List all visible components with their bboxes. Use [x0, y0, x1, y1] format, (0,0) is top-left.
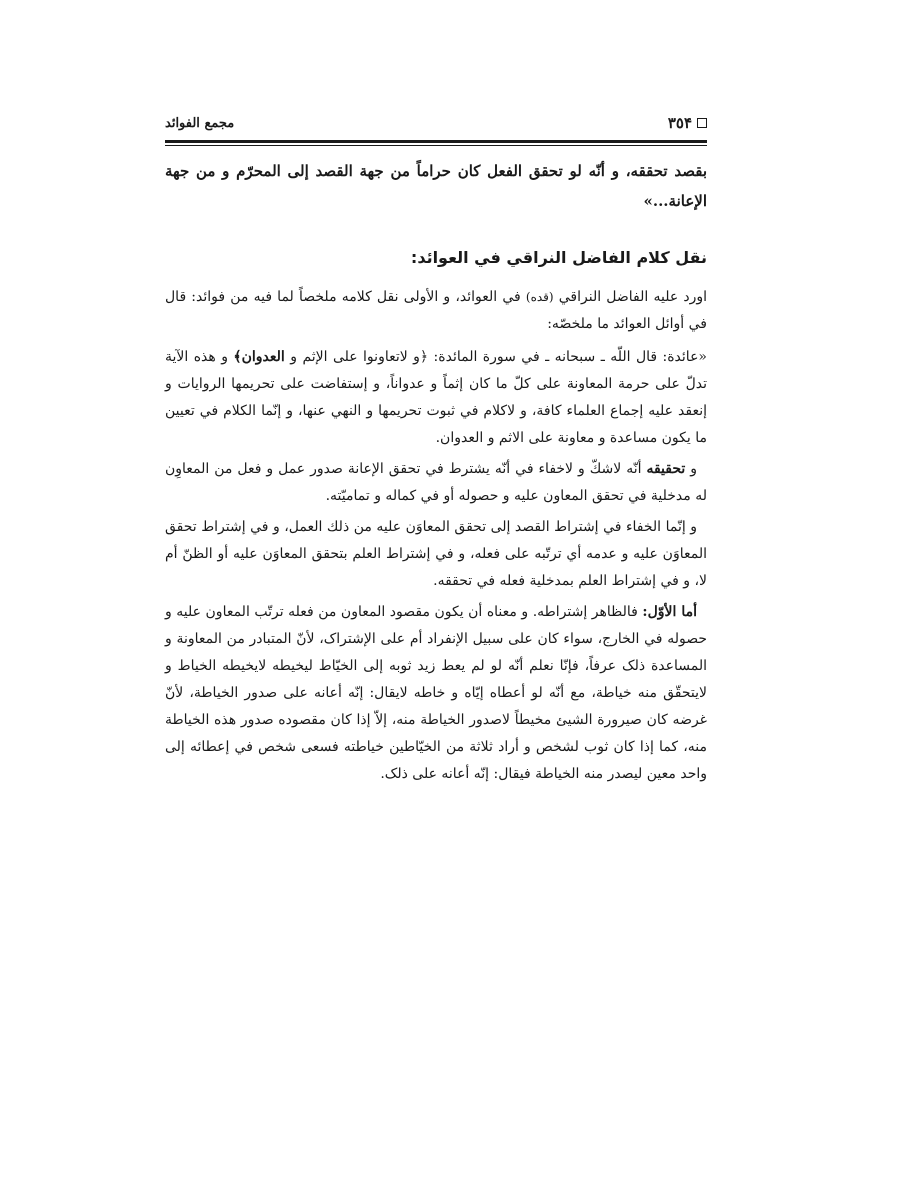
- book-title: مجمع الفوائد: [165, 116, 235, 131]
- header-rule-thin: [165, 145, 707, 146]
- header-rule-thick: [165, 140, 707, 143]
- khafa-paragraph: و إنّما الخفاء في إشتراط القصد إلى تحقق المعاوَن عليه من ذلك العمل، و في إشتراط تحقق المعاوَن عليه و عدمه أي ترتّبه على فعله، و في إشتراط العلم بتحقق المعاوَن عليه أو الظنّ أم لا، و في إشتراط العلم بمدخلية فعله في تحققه.: [165, 519, 707, 589]
- tahqiq-paragraph: [165, 456, 707, 510]
- awwal-paragraph: [165, 599, 707, 788]
- tahqiq-lead: و: [690, 461, 698, 477]
- intro-text-before: اورد عليه الفاضل النراقي: [558, 289, 708, 305]
- page-number: ٣٥۴: [667, 114, 692, 132]
- quran-paragraph: [165, 344, 707, 452]
- quran-bold-word: العدوان﴾: [233, 349, 285, 365]
- intro-text-after: في العوائد، و الأولى نقل كلامه ملخصاً لما فيه من فوائد: قال في أوائل العوائد ما ملخصّه:: [165, 289, 707, 332]
- intro-qdh: (قده): [525, 290, 554, 304]
- tahqiq-rest: أنّه لاشكّ و لاخفاء في أنّه يشترط في تحقق الإعانة صدور عمل و فعل من المعاوِن له مدخلية في تحقق المعاون عليه و حصوله أو في كماله و تماميّته.: [165, 461, 707, 504]
- page-header: [165, 108, 707, 138]
- tahqiq-bold: تحقيقه: [646, 461, 686, 477]
- awwal-bold: أما الأوّل:: [642, 604, 697, 620]
- intro-paragraph: [165, 284, 707, 338]
- awwal-rest: فالظاهر إشتراطه. و معناه أن يكون مقصود المعاون من فعله ترتّب المعاون عليه و حصوله في الخارج، سواء كان على سبيل الإنفراد أم على الإشتراک، لأنّ المتبادر من المعاونة و المساعدة ذلک عرفاً، فإنّا نعلم أنّه لو لم يعط زيد ثوبه إلى الخيّاط ليخيطه لايخيطه الخياط و لايتحقّق منه خياطة، مع أنّه لو أعطاه إيّاه و خاطه لايقال: إنّه أعانه على صدور الخياطة، لأنّ غرضه كان صيرورة الشيئ مخيطاً لاصدور الخياطة منه، إلاّ إذا كان مقصوده صدور هذه الخياطة منه، كما إذا كان ثوب لشخص و أراد ثلاثة من الخيّاطين خياطته فسعى شخص في إعطائه إلى واحد معين ليصدر منه الخياطة فيقال: إنّه أعانه على ذلک.: [165, 604, 707, 782]
- page-number-block: [668, 114, 707, 132]
- quote-continuation: بقصد تحققه، و أنّه لو تحقق الفعل كان حراماً من جهة القصد إلى المحرّم و من جهة الإعانة...»: [165, 162, 707, 210]
- quran-text-part1: «عائدة: قال اللّه ـ سبحانه ـ في سورة المائدة: ﴿و لاتعاونوا على الإثم و: [290, 349, 707, 365]
- quran-text-part2: و هذه الآية تدلّ على حرمة المعاونة على كلّ ما كان إثماً و عدواناً، و إستفاضت على تحريمها الروايات و إنعقد عليه إجماع العلماء كافة، و لاكلام في ثبوت تحريمها و النهي عنها، و إنّما الكلام في تعيين ما يكون مساعدة و معاونة على الاثم و العدوان.: [165, 349, 707, 446]
- book-page: [165, 108, 707, 788]
- square-icon: [697, 118, 707, 128]
- section-heading: نقل كلام الفاضل النراقي في العوائد:: [410, 248, 707, 267]
